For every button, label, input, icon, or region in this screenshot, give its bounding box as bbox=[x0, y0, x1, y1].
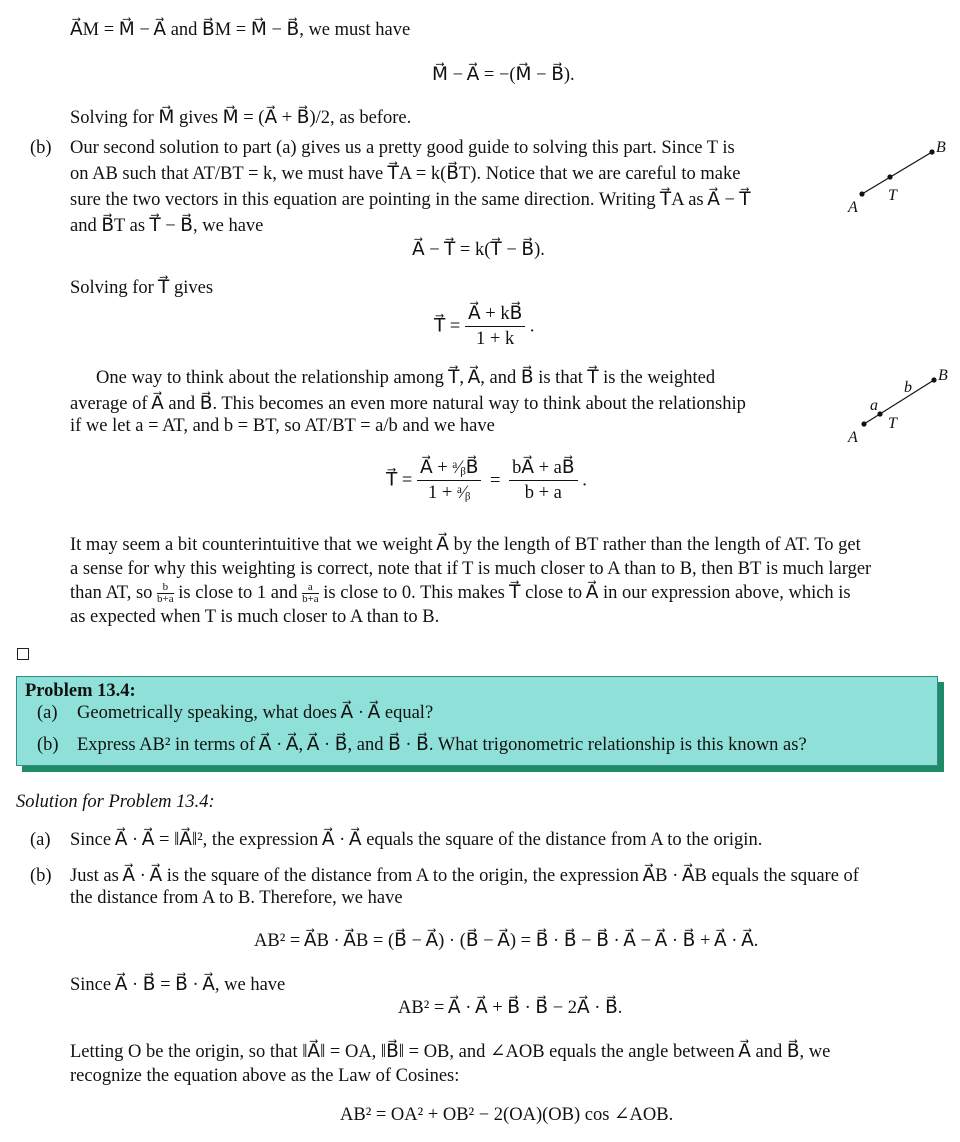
small-fraction bbox=[157, 582, 174, 605]
fraction-denominator: 1 + k bbox=[476, 329, 515, 349]
fraction-numerator: bA⃗ + aB⃗ bbox=[509, 456, 578, 481]
segment-figure-2 bbox=[840, 362, 960, 452]
text-line: average of A⃗ and B⃗. This becomes an even more natural way to think about the relationship bbox=[70, 394, 746, 414]
eq-equals: = bbox=[490, 470, 501, 491]
fraction-numerator: A⃗ + kB⃗ bbox=[465, 302, 525, 327]
fraction-numerator: A⃗ + ᵃ⁄ᵦB⃗ bbox=[417, 456, 481, 481]
equation: AB² = OA² + OB² − 2(OA)(OB) cos ∠AOB. bbox=[340, 1105, 674, 1125]
text-line: Solving for T⃗ gives bbox=[70, 278, 214, 298]
text-line: Letting O be the origin, so that ‖A⃗‖ = OA, ‖B⃗‖ = OB, and ∠AOB equals the angle between A⃗ and B⃗, we bbox=[70, 1042, 831, 1062]
part-label: (b) bbox=[30, 138, 52, 158]
point-label-a: A bbox=[848, 199, 858, 216]
part-label: (b) bbox=[37, 735, 59, 755]
equation-fraction bbox=[434, 302, 535, 351]
text-span: is close to 0. This makes T⃗ close to A⃗ in our expression above, which is bbox=[323, 583, 851, 603]
equation: AB² = A⃗B · A⃗B = (B⃗ − A⃗) · (B⃗ − A⃗) = B⃗ · B⃗ − B⃗ · A⃗ − A⃗ · B⃗ + A⃗ · A⃗. bbox=[254, 931, 759, 951]
text-line: Since A⃗ · B⃗ = B⃗ · A⃗, we have bbox=[70, 975, 286, 995]
text-line: as expected when T is much closer to A than to B. bbox=[70, 607, 440, 627]
point-label-t: T bbox=[888, 187, 897, 204]
text-line: A⃗M = M⃗ − A⃗ and B⃗M = M⃗ − B⃗, we must have bbox=[70, 20, 411, 40]
point-label-t: T bbox=[888, 415, 897, 432]
point-label-b: B bbox=[936, 139, 946, 156]
text-line: if we let a = AT, and b = BT, so AT/BT = a/b and we have bbox=[70, 416, 495, 436]
problem-title: Problem 13.4: bbox=[25, 681, 136, 701]
text-line: Just as A⃗ · A⃗ is the square of the distance from A to the origin, the expression A⃗B · A⃗B equals the square of bbox=[70, 866, 859, 886]
fraction-numerator: a bbox=[302, 582, 319, 594]
equation: M⃗ − A⃗ = −(M⃗ − B⃗). bbox=[432, 65, 575, 85]
qed-square-icon bbox=[17, 648, 29, 660]
part-label: (a) bbox=[30, 830, 51, 850]
part-label: (a) bbox=[37, 703, 58, 723]
fraction bbox=[417, 456, 481, 505]
length-label-a: a bbox=[870, 397, 878, 414]
eq-end: . bbox=[529, 316, 535, 337]
text-span: is close to 1 and bbox=[178, 583, 298, 603]
problem-text: Geometrically speaking, what does A⃗ · A⃗ equal? bbox=[77, 703, 434, 723]
fraction bbox=[465, 302, 525, 351]
text-line: sure the two vectors in this equation are pointing in the same direction. Writing T⃗A as A⃗ − T⃗ bbox=[70, 190, 751, 210]
eq-end: . bbox=[582, 470, 587, 491]
text-span: than AT, so bbox=[70, 583, 153, 603]
text-line: It may seem a bit counterintuitive that we weight A⃗ by the length of BT rather than the length of AT. To get bbox=[70, 535, 861, 555]
part-label: (b) bbox=[30, 866, 52, 886]
fraction-denominator: b+a bbox=[157, 593, 174, 606]
small-fraction bbox=[302, 582, 319, 605]
equation-fraction bbox=[386, 456, 587, 505]
text-line: the distance from A to B. Therefore, we have bbox=[70, 888, 403, 908]
text-line bbox=[70, 581, 851, 605]
fraction-denominator: b + a bbox=[524, 483, 562, 503]
fraction-denominator: 1 + ᵃ⁄ᵦ bbox=[428, 483, 471, 503]
text-line: and B⃗T as T⃗ − B⃗, we have bbox=[70, 216, 264, 236]
point-label-a: A bbox=[848, 429, 858, 446]
length-label-b: b bbox=[904, 379, 912, 396]
fraction-denominator: b+a bbox=[302, 593, 319, 606]
segment-figure-1 bbox=[840, 132, 960, 222]
text-line: a sense for why this weighting is correct, note that if T is much closer to A than to B, then BT is much larger bbox=[70, 559, 872, 579]
fraction bbox=[509, 456, 578, 505]
equation: A⃗ − T⃗ = k(T⃗ − B⃗). bbox=[412, 240, 545, 260]
point-label-b: B bbox=[938, 367, 948, 384]
text-line: One way to think about the relationship among T⃗, A⃗, and B⃗ is that T⃗ is the weighted bbox=[96, 368, 716, 388]
text-line: Our second solution to part (a) gives us a pretty good guide to solving this part. Since T is bbox=[70, 138, 735, 158]
text-line: recognize the equation above as the Law of Cosines: bbox=[70, 1066, 460, 1086]
eq-lhs: T⃗ = bbox=[386, 470, 413, 491]
problem-text: Express AB² in terms of A⃗ · A⃗, A⃗ · B⃗, and B⃗ · B⃗. What trigonometric relationship is this known as? bbox=[77, 735, 807, 755]
fraction-numerator: b bbox=[157, 582, 174, 594]
solution-heading: Solution for Problem 13.4: bbox=[16, 792, 215, 812]
problem-box bbox=[16, 676, 938, 766]
text-line: Since A⃗ · A⃗ = ‖A⃗‖², the expression A⃗ · A⃗ equals the square of the distance from A to the origin. bbox=[70, 830, 763, 850]
text-line: Solving for M⃗ gives M⃗ = (A⃗ + B⃗)/2, as before. bbox=[70, 108, 412, 128]
eq-lhs: T⃗ = bbox=[434, 316, 461, 337]
equation: AB² = A⃗ · A⃗ + B⃗ · B⃗ − 2A⃗ · B⃗. bbox=[398, 998, 623, 1018]
text-line: on AB such that AT/BT = k, we must have T⃗A = k(B⃗T). Notice that we are careful to make bbox=[70, 164, 741, 184]
